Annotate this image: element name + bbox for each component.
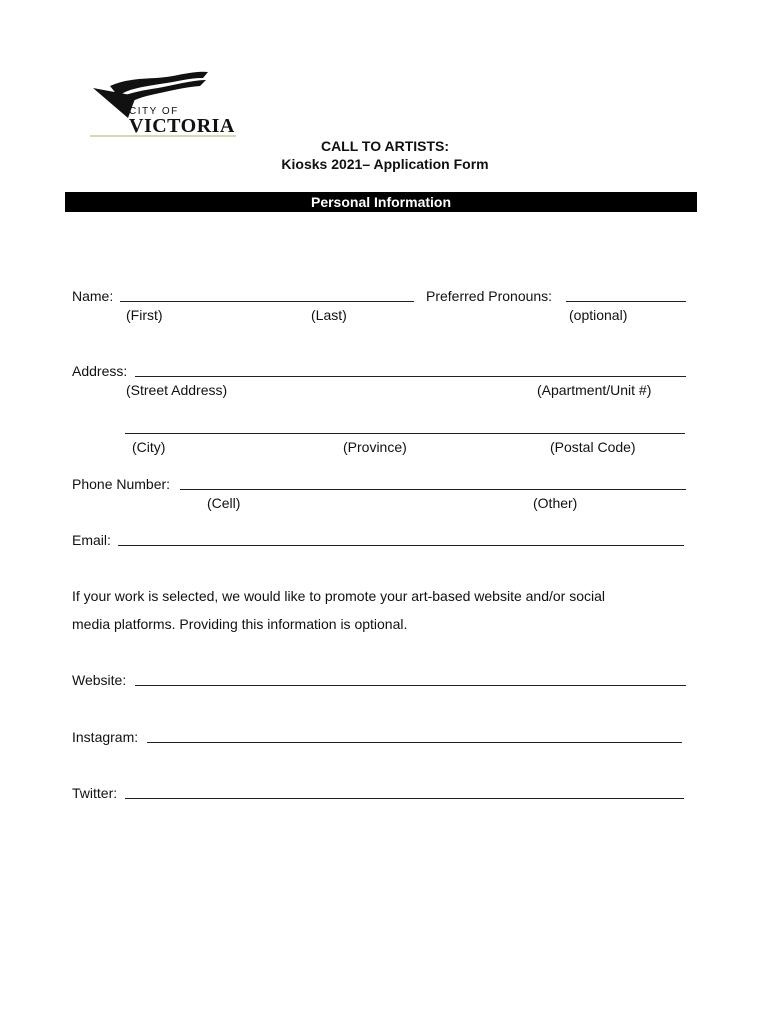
logo-victoria-text: VICTORIA	[129, 115, 235, 137]
twitter-label: Twitter:	[72, 785, 118, 801]
promo-text-line1: If your work is selected, we would like to promote your art-based website and/or social	[72, 588, 606, 604]
form-subtitle: Kiosks 2021– Application Form	[281, 156, 489, 172]
cell-hint: (Cell)	[207, 495, 241, 511]
website-label: Website:	[72, 672, 127, 688]
phone-field[interactable]	[180, 489, 686, 490]
unit-hint: (Apartment/Unit #)	[537, 382, 652, 398]
email-field[interactable]	[118, 545, 684, 546]
other-hint: (Other)	[533, 495, 578, 511]
city-hint: (City)	[132, 439, 166, 455]
name-label: Name:	[72, 288, 114, 304]
section-title: Personal Information	[310, 194, 452, 210]
twitter-field[interactable]	[125, 798, 684, 799]
name-first-hint: (First)	[126, 307, 163, 323]
name-field[interactable]	[120, 301, 414, 302]
logo-city-of-text: CITY OF	[129, 106, 179, 117]
street-hint: (Street Address)	[126, 382, 228, 398]
pronouns-label: Preferred Pronouns:	[426, 288, 553, 304]
instagram-field[interactable]	[147, 742, 682, 743]
pronouns-field[interactable]	[566, 301, 686, 302]
form-title: CALL TO ARTISTS:	[320, 138, 450, 154]
website-field[interactable]	[135, 685, 686, 686]
email-label: Email:	[72, 532, 111, 548]
postal-hint: (Postal Code)	[550, 439, 636, 455]
instagram-label: Instagram:	[72, 729, 139, 745]
section-banner	[65, 192, 697, 212]
city-province-postal-field[interactable]	[125, 433, 685, 434]
pronouns-hint: (optional)	[569, 307, 628, 323]
promo-text-line2: media platforms. Providing this information is optional.	[72, 616, 408, 632]
address-label: Address:	[72, 363, 128, 379]
phone-label: Phone Number:	[72, 476, 171, 492]
city-of-victoria-logo	[88, 66, 238, 138]
name-last-hint: (Last)	[311, 307, 347, 323]
street-address-field[interactable]	[135, 376, 686, 377]
province-hint: (Province)	[343, 439, 407, 455]
